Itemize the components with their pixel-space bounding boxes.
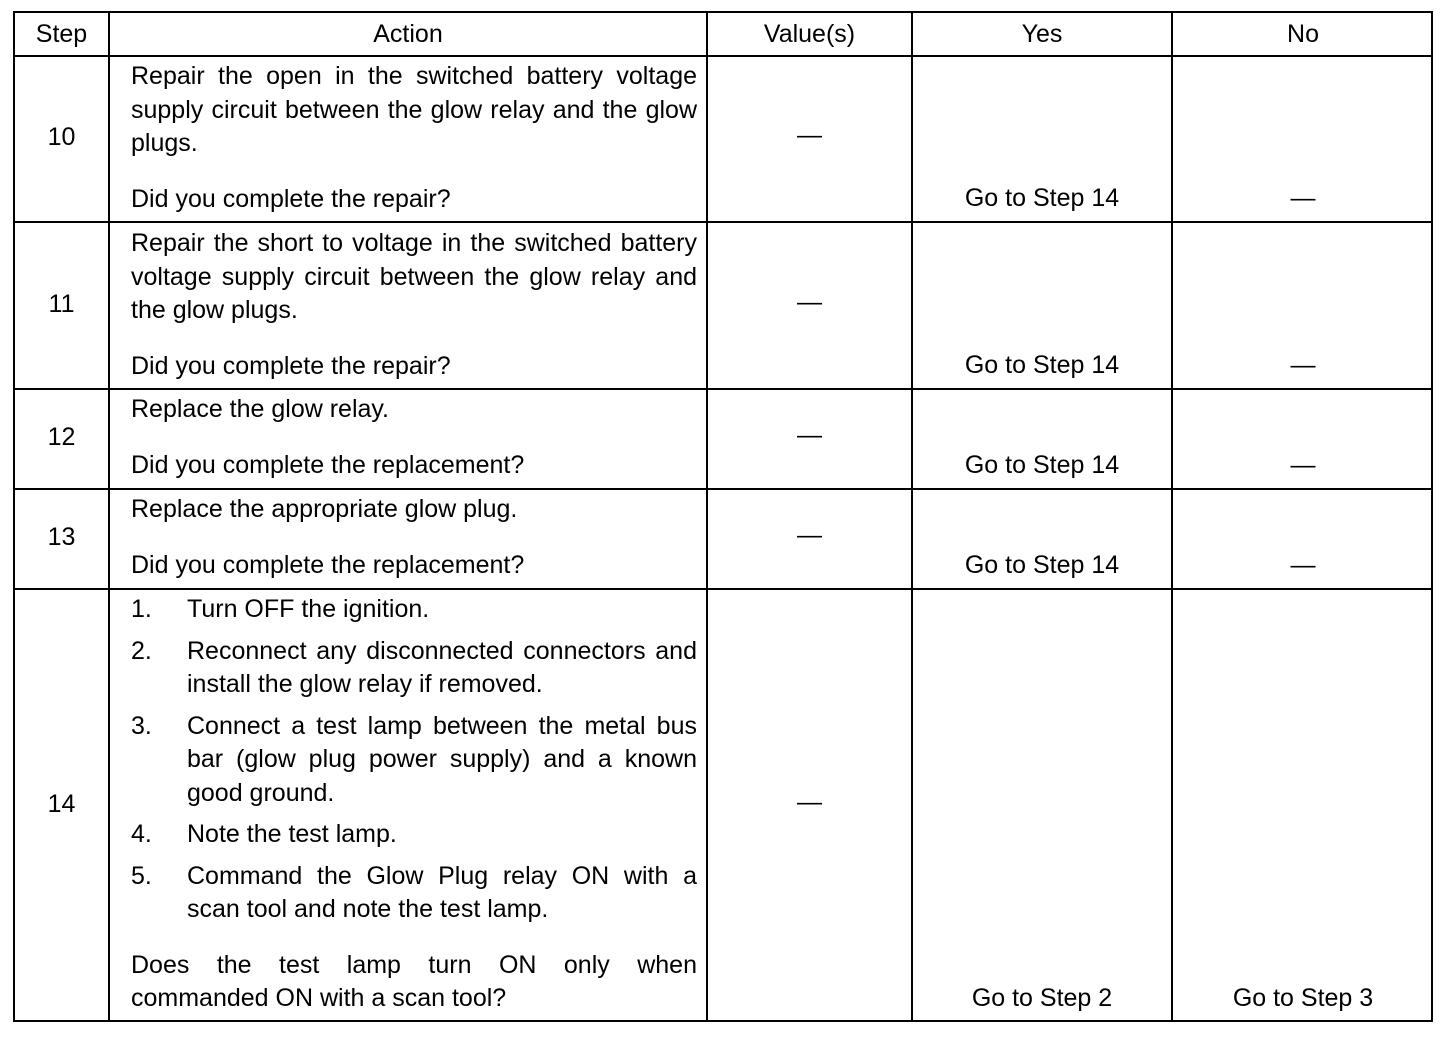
row-divider xyxy=(15,588,1431,590)
list-item xyxy=(131,593,697,627)
action-question: Did you complete the replacement? xyxy=(131,450,525,479)
action-question: Did you complete the repair? xyxy=(131,351,451,380)
no-cell: Go to Step 3 xyxy=(1232,984,1374,1012)
action-text: Repair the short to voltage in the switched battery voltage supply circuit between the glow relay and the glow plugs. xyxy=(131,229,697,324)
value-cell: — xyxy=(797,788,822,816)
column-divider xyxy=(1171,13,1173,1020)
yes-cell: Go to Step 14 xyxy=(964,184,1120,212)
step-number: 14 xyxy=(47,790,76,818)
list-number: 4. xyxy=(131,820,152,848)
value-cell: — xyxy=(797,121,822,149)
row-divider xyxy=(15,388,1431,390)
row-divider xyxy=(15,221,1431,223)
value-cell: — xyxy=(797,521,822,549)
value-cell: — xyxy=(797,288,822,316)
action-text: Replace the glow relay. xyxy=(131,395,390,423)
procedure-table xyxy=(13,11,1433,1022)
action-question: Does the test lamp turn ON only when commanded ON with a scan tool? xyxy=(131,950,697,1012)
yes-cell: Go to Step 14 xyxy=(964,451,1120,479)
row-divider xyxy=(15,488,1431,490)
column-divider xyxy=(706,13,708,1020)
column-divider xyxy=(108,13,110,1020)
list-text: Connect a test lamp between the metal bus bar (glow plug power supply) and a known good ground. xyxy=(187,711,697,807)
row-divider xyxy=(15,55,1431,57)
list-item xyxy=(131,860,697,927)
list-number: 2. xyxy=(131,636,152,665)
list-number: 1. xyxy=(131,595,152,623)
step-number: 13 xyxy=(47,523,76,551)
list-text: Command the Glow Plug relay ON with a scan tool and note the test lamp. xyxy=(187,861,697,923)
list-text: Reconnect any disconnected connectors and install the glow relay if removed. xyxy=(187,636,697,698)
step-number: 10 xyxy=(47,123,76,151)
list-text: Note the test lamp. xyxy=(187,820,397,848)
list-item xyxy=(131,818,697,852)
action-cell xyxy=(131,393,697,482)
value-cell: — xyxy=(797,421,822,449)
no-cell: — xyxy=(1290,184,1316,212)
header-no: No xyxy=(1287,19,1319,48)
list-number: 5. xyxy=(131,861,152,890)
no-cell: — xyxy=(1290,451,1316,479)
list-item xyxy=(131,710,697,811)
yes-cell: Go to Step 14 xyxy=(964,551,1120,579)
header-yes: Yes xyxy=(1021,19,1063,48)
yes-cell: Go to Step 14 xyxy=(964,351,1120,379)
no-cell: — xyxy=(1290,351,1316,379)
no-cell: — xyxy=(1290,551,1316,579)
list-number: 3. xyxy=(131,711,152,740)
header-step: Step xyxy=(35,19,88,48)
action-question: Did you complete the repair? xyxy=(131,184,451,213)
list-text: Turn OFF the ignition. xyxy=(187,595,430,623)
action-cell xyxy=(131,60,697,216)
step-number: 11 xyxy=(48,290,75,318)
header-values: Value(s) xyxy=(763,19,856,48)
action-question: Did you complete the replacement? xyxy=(131,550,525,579)
action-text: Repair the open in the switched battery voltage supply circuit between the glow relay and the glow plugs. xyxy=(131,62,697,157)
step-number: 12 xyxy=(47,423,76,451)
yes-cell: Go to Step 2 xyxy=(971,984,1113,1012)
action-cell xyxy=(131,593,697,1016)
action-cell xyxy=(131,493,697,582)
action-text: Replace the appropriate glow plug. xyxy=(131,495,518,523)
column-divider xyxy=(911,13,913,1020)
header-action: Action xyxy=(373,19,443,48)
list-item xyxy=(131,635,697,702)
action-cell xyxy=(131,227,697,383)
